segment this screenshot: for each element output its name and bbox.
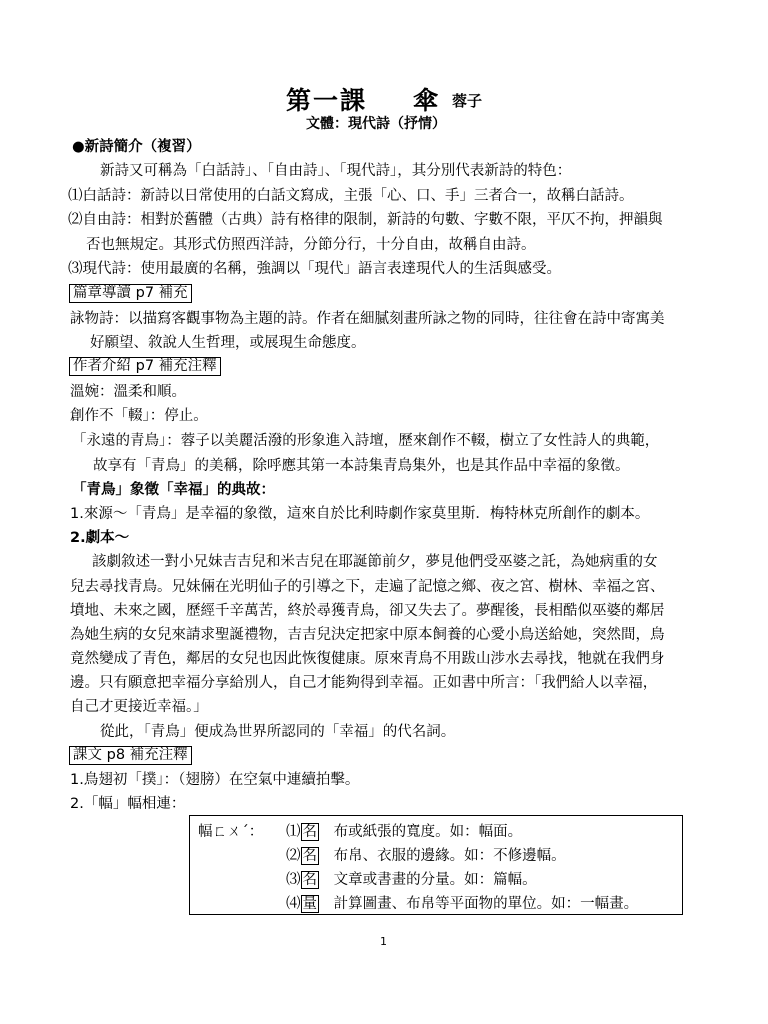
item-ziyou-2: 否也無規定。其形式仿照西洋詩，分節分行，十分自由，故稱自由詩。 <box>86 237 536 253</box>
play-line-7: 自己才更接近幸福。」 <box>70 699 208 715</box>
play-line-3: 墳地、未來之國，歷經千辛萬苦，終於尋獲青鳥，卻又失去了。夢醒後，長相酷似巫婆的鄰居 <box>70 603 665 619</box>
section-box-author: 作者介紹 p7 補充注釋 <box>69 357 221 376</box>
play-heading: 2.劇本～ <box>70 530 130 546</box>
page-number: 1 <box>380 935 387 948</box>
definition-row <box>286 849 566 864</box>
note-chuangzuo: 創作不「輟」：停止。 <box>70 408 208 424</box>
play-conclusion: 從此，「青鳥」便成為世界所認同的「幸福」的代名詞。 <box>100 724 456 740</box>
def-num: ⑷ <box>286 896 301 912</box>
section-box-reading-guide: 篇章導讀 p7 補充 <box>69 284 192 303</box>
def-text: 計算圖畫、布帛等平面物的單位。如：一幅畫。 <box>333 896 639 912</box>
definition-row <box>286 897 638 912</box>
def-pos: 名 <box>302 824 317 840</box>
def-num: ⑵ <box>286 848 301 864</box>
lesson-title: 第一課 <box>286 86 368 115</box>
section-box-text-notes: 課文 p8 補充注釋 <box>69 746 192 765</box>
play-line-2: 兒去尋找青鳥。兄妹倆在光明仙子的引導之下，走遍了記憶之鄉、夜之宮、樹林、幸福之宮、 <box>70 579 665 595</box>
intro-line: 新詩又可稱為「白話詩」、「自由詩」、「現代詩」，其分別代表新詩的特色： <box>100 163 572 179</box>
def-pos: 量 <box>302 896 317 912</box>
definition-row <box>286 825 522 840</box>
allusion-source: 1.來源～「青鳥」是幸福的象徵，這來自於比利時劇作家莫里斯．梅特林克所創作的劇本。 <box>70 506 650 522</box>
play-line-1: 該劇敘述一對小兄妹吉吉兒和米吉兒在耶誕節前夕，夢見他們受巫婆之託，為她病重的女 <box>92 554 658 570</box>
def-num: ⑴ <box>286 824 301 840</box>
note-wenwan: 溫婉：溫柔和順。 <box>70 384 186 400</box>
definition-head: 幅ㄈㄨˊ： <box>198 824 264 840</box>
play-line-5: 竟然變成了青色，鄰居的女兒也因此恢復健康。原來青鳥不用跋山涉水去尋找，牠就在我們身 <box>70 651 665 667</box>
blue-bird-line-1: 「永遠的青鳥」：蓉子以美麗活潑的形象進入詩壇，歷來創作不輟，樹立了女性詩人的典範， <box>72 433 660 449</box>
definition-row <box>286 873 537 888</box>
note-fu: 2.「幅」幅相連： <box>70 796 186 812</box>
play-line-4: 為她生病的女兒來請求聖誕禮物，吉吉兒決定把家中原本飼養的心愛小鳥送給她，突然間，鳥 <box>70 627 665 643</box>
play-line-6: 邊。只有願意把幸福分享給別人，自己才能夠得到幸福。正如書中所言：「我們給人以幸福， <box>70 675 658 691</box>
author-name: 蓉子 <box>452 92 483 110</box>
item-baihua: ⑴白話詩：新詩以日常使用的白話文寫成，主張「心、口、手」三者合一，故稱白話詩。 <box>68 188 634 204</box>
poem-title: 傘 <box>413 86 439 115</box>
def-pos: 名 <box>302 872 317 888</box>
def-text: 布或紙張的寬度。如：幅面。 <box>333 824 523 840</box>
definition-table <box>189 815 683 915</box>
item-ziyou-1: ⑵自由詩：相對於舊體（古典）詩有格律的限制，新詩的句數、字數不限，平仄不拘，押韻與 <box>68 212 663 228</box>
yongwu-line-1: 詠物詩：以描寫客觀事物為主題的詩。作者在細膩刻畫所詠之物的同時，往往會在詩中寄寓美 <box>70 311 665 327</box>
intro-heading: ●新詩簡介（複習） <box>72 139 201 155</box>
def-num: ⑶ <box>286 872 301 888</box>
genre-line: 文體：現代詩（抒情） <box>306 116 446 132</box>
blue-bird-line-2: 故享有「青鳥」的美稱，除呼應其第一本詩集青鳥集外，也是其作品中幸福的象徵。 <box>93 458 630 474</box>
item-xiandai: ⑶現代詩：使用最廣的名稱，強調以「現代」語言表達現代人的生活與感受。 <box>68 261 561 277</box>
yongwu-line-2: 好願望、敘說人生哲理，或展現生命態度。 <box>90 335 366 351</box>
def-pos: 名 <box>302 848 317 864</box>
def-text: 布帛、衣服的邊緣。如：不修邊幅。 <box>333 848 566 864</box>
note-pu: 1.鳥翅初「撲」：（翅膀）在空氣中連續拍擊。 <box>70 772 360 788</box>
def-text: 文章或書畫的分量。如：篇幅。 <box>333 872 537 888</box>
allusion-heading: 「青鳥」象徵「幸福」的典故： <box>72 482 275 498</box>
